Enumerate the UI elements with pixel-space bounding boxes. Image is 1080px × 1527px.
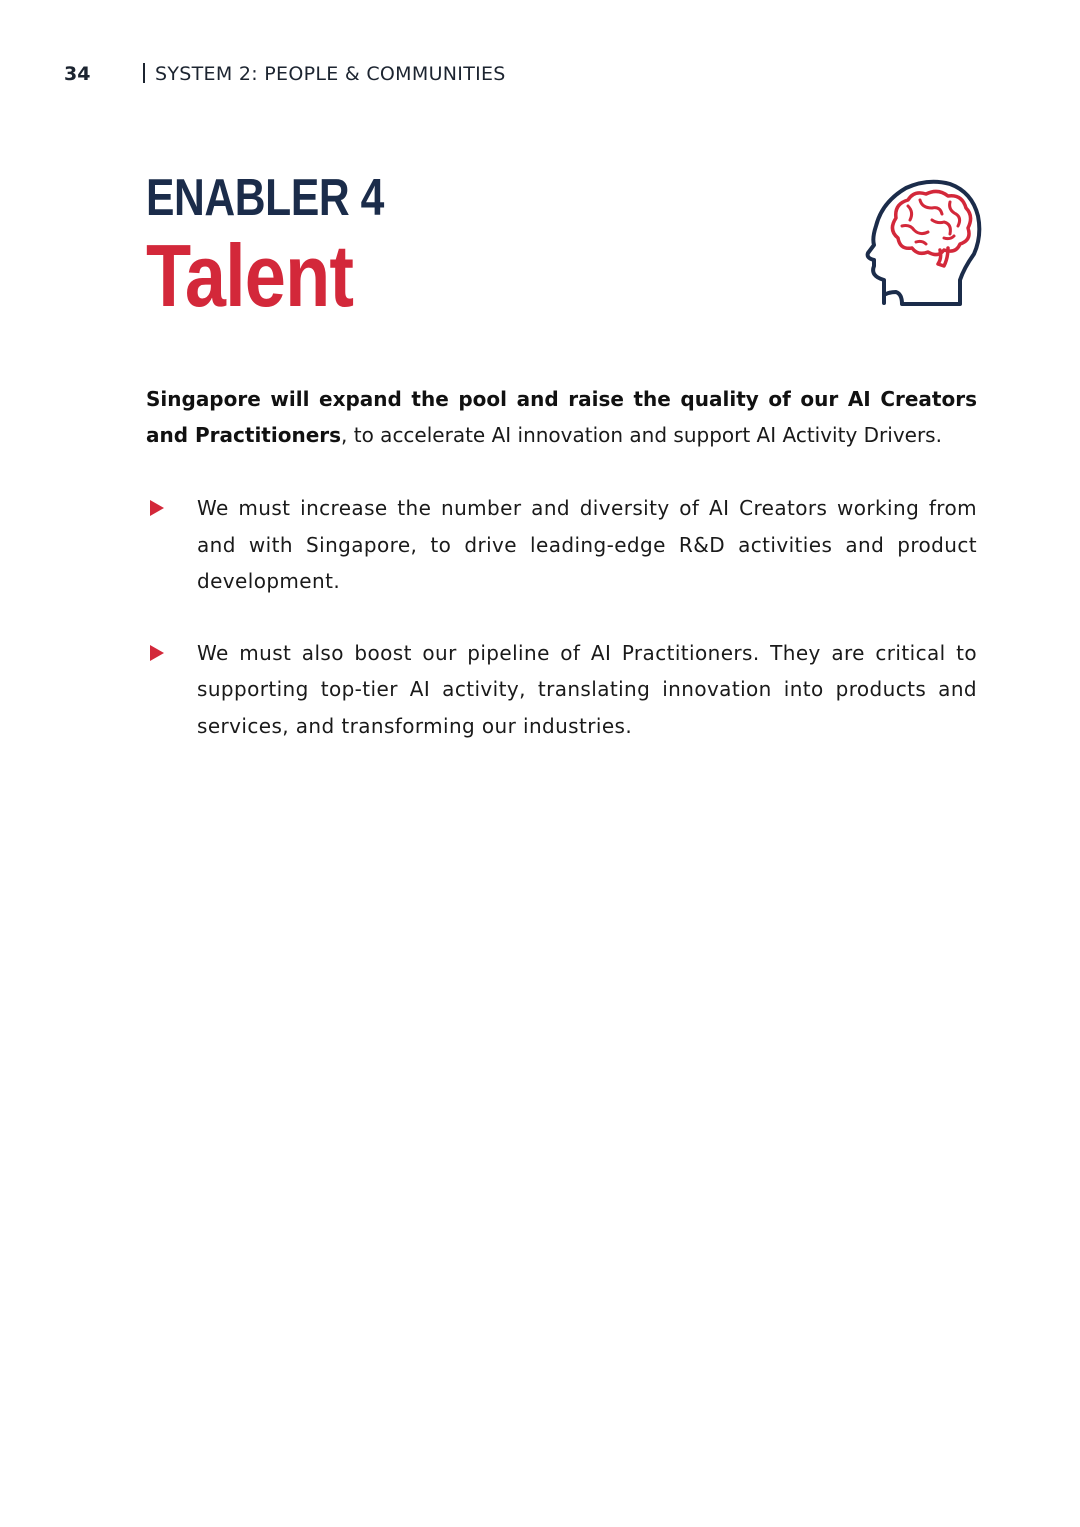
page-number: 34 (64, 63, 91, 85)
bullet-text: We must increase the number and diversity of AI Creators working from and with Singapore, to drive leading-edge R&D activities and product development. (197, 496, 977, 593)
triangle-bullet-icon (150, 645, 164, 661)
running-header-title: SYSTEM 2: PEOPLE & COMMUNITIES (155, 63, 506, 85)
list-item (146, 635, 977, 745)
list-item (146, 490, 977, 600)
section-title: Talent (146, 226, 354, 325)
intro-bold-text: Singapore will expand the pool and raise the quality of our AI Creators and Practitioners (146, 387, 977, 447)
head-with-brain-icon (862, 176, 986, 310)
intro-paragraph (146, 381, 977, 453)
intro-regular-text: , to accelerate AI innovation and support AI Activity Drivers. (341, 423, 942, 447)
bullet-text: We must also boost our pipeline of AI Practitioners. They are critical to supporting top-tier AI activity, translating innovation into products and services, and transforming our industries. (197, 640, 977, 738)
running-header (143, 63, 506, 85)
enabler-label: ENABLER 4 (146, 169, 384, 227)
bullet-list (146, 490, 977, 779)
triangle-bullet-icon (150, 500, 164, 516)
header-divider (143, 63, 145, 83)
